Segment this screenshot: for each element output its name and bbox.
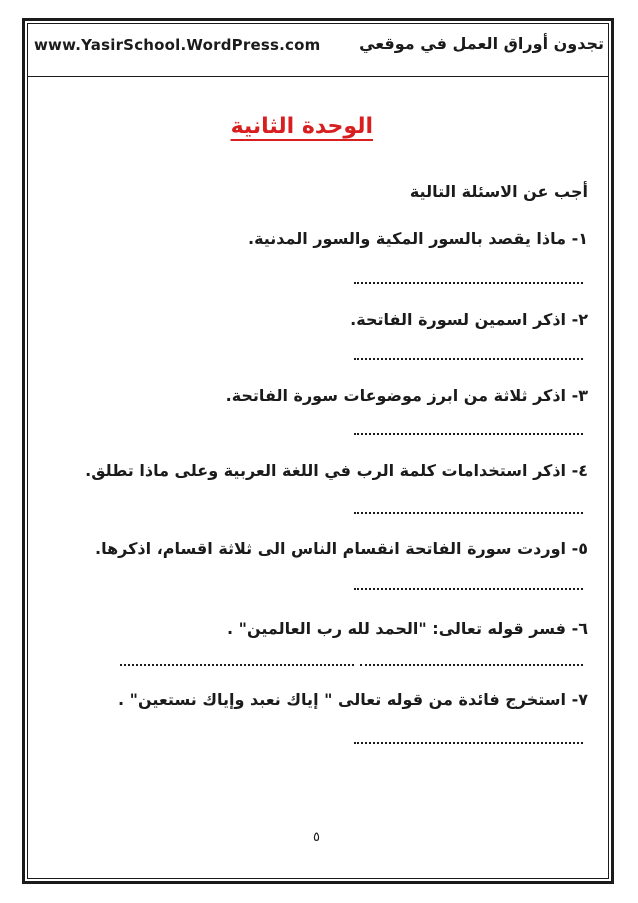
header-note: تجدون أوراق العمل في موقعي xyxy=(359,34,604,53)
question-3: ٣- اذكر ثلاثة من ابرز موضوعات سورة الفاتحة. xyxy=(225,386,588,405)
header-website: www.YasirSchool.WordPress.com xyxy=(34,36,321,54)
answer-line-4 xyxy=(354,512,583,514)
question-7: ٧- استخرج فائدة من قوله تعالى " إياك نعبد وإياك نستعين" . xyxy=(117,690,588,709)
answer-line-5 xyxy=(354,588,583,590)
answer-line-7 xyxy=(354,742,583,744)
question-5: ٥- اوردت سورة الفاتحة انقسام الناس الى ثلاثة اقسام، اذكرها. xyxy=(94,539,588,558)
question-6: ٦- فسر قوله تعالى: "الحمد لله رب العالمين" . xyxy=(226,619,588,638)
header-divider xyxy=(27,76,609,77)
question-4: ٤- اذكر استخدامات كلمة الرب في اللغة العربية وعلى ماذا تطلق. xyxy=(85,461,588,480)
answer-line-3 xyxy=(354,433,583,435)
question-2: ٢- اذكر اسمين لسورة الفاتحة. xyxy=(350,310,588,329)
page-number: ٥ xyxy=(313,830,320,845)
instruction: أجب عن الاسئلة التالية xyxy=(409,182,588,201)
answer-line-6a xyxy=(120,664,354,666)
answer-line-6b xyxy=(360,664,583,666)
page-border-inner xyxy=(27,23,609,879)
answer-line-2 xyxy=(354,358,583,360)
answer-line-1 xyxy=(354,282,583,284)
question-1: ١- ماذا يقصد بالسور المكية والسور المدنية. xyxy=(247,229,588,248)
unit-title: الوحدة الثانية xyxy=(230,114,373,139)
